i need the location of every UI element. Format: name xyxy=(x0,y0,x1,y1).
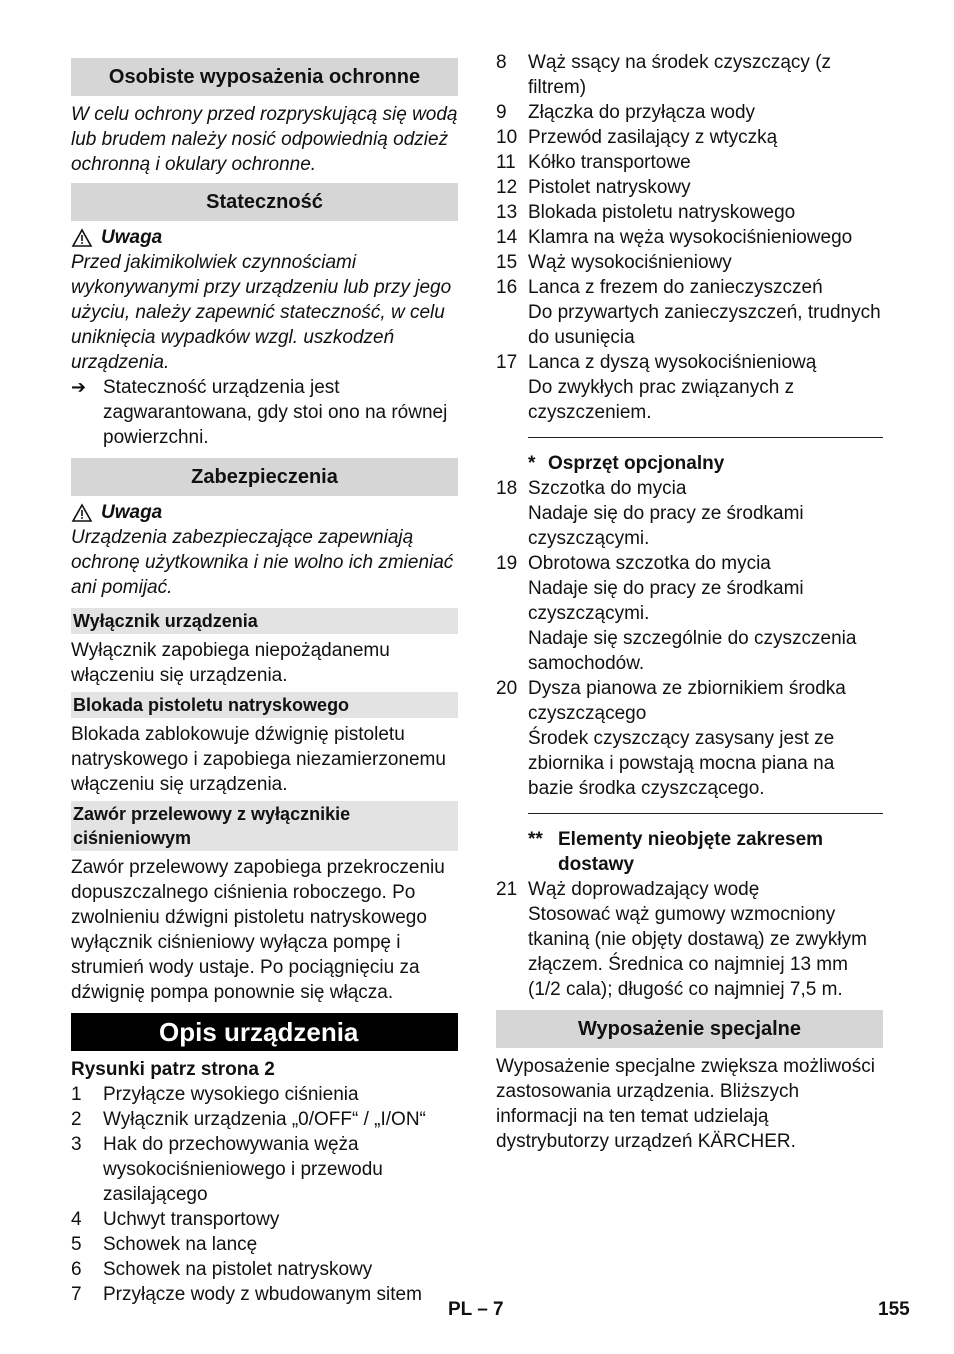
item-16-note: Do przywartych zanieczyszczeń, trudnych do usunięcia xyxy=(528,302,881,348)
warning-label-stability xyxy=(71,225,458,250)
list-item: 14 Klamra na węża wysokociśnieniowego xyxy=(496,227,853,248)
overflow-valve-text: Zawór przelewowy zapobiega przekroczeniu dopuszczalnego ciśnienia roboczego. Po zwolnieniu dźwigni pistoletu natryskowego wyłącznik ciśnieniowy wyłącza pompę i strumień wody ustaje. Po pociągnięciu za dźwignię pompa ponownie się włącza. xyxy=(71,857,445,1003)
list-item: 4 Uchwyt transportowy xyxy=(71,1209,280,1230)
item-18-note: Nadaje się do pracy ze środkami czyszczącymi. xyxy=(528,503,804,549)
list-item xyxy=(496,726,883,801)
subheading-overflow-valve: Zawór przelewowy z wyłącznikie ciśnieniowym xyxy=(71,801,458,851)
stability-note-text: Stateczność urządzenia jest zagwarantowana, gdy stoi ono na równej powierzchni. xyxy=(103,377,448,448)
list-item: 16 Lanca z frezem do zanieczyszczeń xyxy=(496,277,823,298)
right-column xyxy=(496,50,883,1154)
list-item: 13 Blokada pistoletu natryskowego xyxy=(496,202,796,223)
heading-ppe: Osobiste wyposażenia ochronne xyxy=(71,58,458,96)
footer-page-number: 155 xyxy=(878,1299,910,1320)
warning-label-text: Uwaga xyxy=(101,502,163,523)
item-19-note-2: Nadaje się szczególnie do czyszczenia samochodów. xyxy=(528,628,857,674)
excluded-items-heading: ** Elementy nieobjęte zakresem dostawy xyxy=(528,829,824,875)
list-item: 1 Przyłącze wysokiego ciśnienia xyxy=(71,1084,359,1105)
list-item xyxy=(496,501,883,551)
heading-device-description: Opis urządzenia xyxy=(71,1013,458,1051)
list-item: 3 Hak do przechowywania węża wysokociśnieniowego i przewodu zasilającego xyxy=(71,1134,383,1205)
list-item: 2 Wyłącznik urządzenia „0/OFF“ / „I/ON“ xyxy=(71,1109,426,1130)
optional-accessories-heading: * Osprzęt opcjonalny xyxy=(528,453,725,474)
stability-note xyxy=(71,375,458,450)
subheading-switch: Wyłącznik urządzenia xyxy=(71,608,458,634)
warning-triangle-icon xyxy=(71,228,93,248)
double-asterisk-icon: ** xyxy=(528,829,543,850)
list-item: 7 Przyłącze wody z wbudowanym sitem xyxy=(71,1284,422,1305)
list-item: 12 Pistolet natryskowy xyxy=(496,177,691,198)
left-column xyxy=(71,50,458,1307)
gun-lock-text: Blokada zablokowuje dźwignię pistoletu natryskowego i zapobiega niezamierzonemu włączeniu się urządzenia. xyxy=(71,724,446,795)
list-item: 8 Wąż ssący na środek czyszczący (z filtrem) xyxy=(496,52,832,98)
special-equipment-text: Wyposażenie specjalne zwiększa możliwości zastosowania urządzenia. Bliższych informacji na ten temat udzielają dystrybutorzy urządzeń KÄRCHER. xyxy=(496,1056,875,1152)
warning-triangle-icon xyxy=(71,503,93,523)
figure-reference: Rysunki patrz strona 2 xyxy=(71,1059,275,1080)
asterisk-icon: * xyxy=(528,453,536,474)
list-item xyxy=(496,300,883,350)
list-item: 11 Kółko transportowe xyxy=(496,152,691,173)
list-item: 5 Schowek na lancę xyxy=(71,1234,258,1255)
item-20-note: Środek czyszczący zasysany jest ze zbiornika i powstają mocna piana na bazie środka czyszczącego. xyxy=(528,728,835,799)
warning-label-safety xyxy=(71,500,458,525)
list-item: 17 Lanca z dyszą wysokociśnieniową xyxy=(496,352,817,373)
heading-safety: Zabezpieczenia xyxy=(71,458,458,496)
item-19-note: Nadaje się do pracy ze środkami czyszczącymi. xyxy=(528,578,804,624)
list-item xyxy=(496,375,883,425)
list-item: 18 Szczotka do mycia xyxy=(496,478,687,499)
list-item: 9 Złączka do przyłącza wody xyxy=(496,102,756,123)
list-item: 15 Wąż wysokociśnieniowy xyxy=(496,252,732,273)
heading-stability: Stateczność xyxy=(71,183,458,221)
parts-list-right xyxy=(496,50,883,425)
item-17-note: Do zwykłych prac związanych z czyszczeniem. xyxy=(528,377,795,423)
footer-language-page: PL – 7 xyxy=(448,1299,504,1320)
list-item: 19 Obrotowa szczotka do mycia xyxy=(496,553,771,574)
safety-warning-text: Urządzenia zabezpieczające zapewniają ochronę użytkownika i nie wolno ich zmieniać ani pomijać. xyxy=(71,527,454,598)
list-item xyxy=(496,576,883,626)
list-item xyxy=(496,902,883,1002)
list-item: 21 Wąż doprowadzający wodę xyxy=(496,879,760,900)
ppe-text: W celu ochrony przed rozpryskującą się wodą lub brudem należy nosić odpowiednią odzież ochronną i okulary ochronne. xyxy=(71,104,458,175)
heading-special-equipment: Wyposażenie specjalne xyxy=(496,1010,883,1048)
subheading-gun-lock: Blokada pistoletu natryskowego xyxy=(71,692,458,718)
parts-list-left xyxy=(71,1082,458,1307)
list-item: 20 Dysza pianowa ze zbiornikiem środka czyszczącego xyxy=(496,678,846,724)
switch-text: Wyłącznik zapobiega niepożądanemu włączeniu się urządzenia. xyxy=(71,640,390,686)
list-item: 10 Przewód zasilający z wtyczką xyxy=(496,127,778,148)
list-item xyxy=(496,626,883,676)
list-item: 6 Schowek na pistolet natryskowy xyxy=(71,1259,373,1280)
warning-label-text: Uwaga xyxy=(101,227,163,248)
arrow-right-icon: ➔ xyxy=(71,377,87,397)
stability-warning-text: Przed jakimikolwiek czynnościami wykonywanymi przy urządzeniu lub przy jego użyciu, należy zapewnić stateczność, w celu uniknięcia wypadków wzgl. uszkodzeń urządzenia. xyxy=(71,252,452,373)
item-21-note: Stosować wąż gumowy wzmocniony tkaniną (nie objęty dostawą) ze zwykłym złączem. Średnica co najmniej 13 mm (1/2 cala); długość co najmniej 7,5 m. xyxy=(528,904,867,1000)
